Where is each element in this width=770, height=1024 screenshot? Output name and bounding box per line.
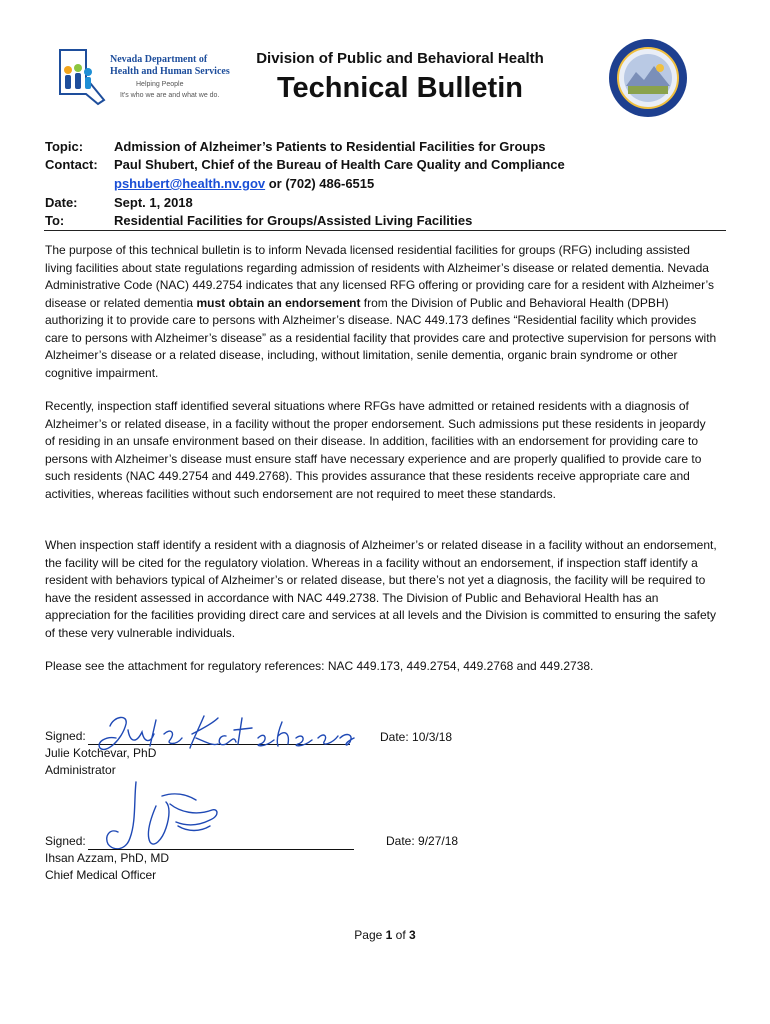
signature-date-2: Date: 9/27/18 — [386, 834, 459, 848]
p3-text: When inspection staff identify a resident with a diagnosis of Alzheimer’s or related disease in a facility without an endorsement, the facility will be cited for the regulatory violation. Whereas in a facility without an endorsement, if inspection staff identify a resident with behaviors typical of Alzheimer’s or related disease, but there’s not yet a diagnosis, the facility will be required to have the resident assessed in accordance with NAC 449.2738. The Division of Public and Behavioral Health has an appreciation for the facilities providing direct care and services at all levels and the Division is committed to ensuring the safety of these very vulnerable individuals. — [45, 538, 717, 640]
to-value: Residential Facilities for Groups/Assisted Living Facilities — [114, 213, 473, 228]
signed-label-1: Signed: — [45, 729, 86, 743]
to-label: To: — [45, 213, 65, 228]
body-paragraph-2 — [45, 398, 717, 503]
handwritten-signature-1 — [92, 708, 362, 760]
contact-label: Contact: — [45, 157, 98, 172]
division-heading: Division of Public and Behavioral Health — [256, 50, 544, 67]
contact-value: Paul Shubert, Chief of the Bureau of Health Care Quality and Compliance — [114, 157, 565, 172]
p1-text-a: The purpose of this technical bulletin is to inform Nevada licensed residential facilities for groups (RFG) including assisted living facilities about state regulations regarding admission of residents with Alzheimer’s disease or related dementia. Nevada Administrative Code (NAC) 449.2754 indicates that any licensed RFG offering or providing care for a resident with Alzheimer’s disease or related dementia — [45, 243, 714, 310]
page-number — [0, 928, 770, 942]
page-title: Technical Bulletin — [276, 72, 523, 104]
topic-label: Topic: — [45, 139, 84, 154]
contact-line-2 — [114, 176, 374, 191]
body-paragraph-4 — [45, 658, 717, 676]
contact-phone: or (702) 486-6515 — [265, 176, 375, 191]
header-rule — [44, 230, 726, 231]
page-current: 1 — [385, 928, 393, 942]
signer-title-2: Chief Medical Officer — [45, 868, 157, 882]
logo-line-1: Nevada Department of — [110, 54, 208, 65]
topic-value: Admission of Alzheimer’s Patients to Residential Facilities for Groups — [114, 139, 546, 154]
page-prefix: Page — [354, 928, 386, 942]
date-value: Sept. 1, 2018 — [114, 195, 193, 210]
p1-text-b: from the Division of Public and Behavioral Health (DPBH) authorizing it to provide care to persons with Alzheimer’s disease. NAC 449.173 defines “Residential facility which provides care to persons with Alzheimer’s disease” as a residential facility that provides care and protective supervision for persons with Alzheimer’s disease or a related disease, including, without limitation, senile dementia, organic brain syndrome or other cognitive impairment. — [45, 295, 717, 380]
page-of: of — [392, 928, 410, 942]
signer-name-1: Julie Kotchevar, PhD — [45, 746, 157, 760]
signed-label-2: Signed: — [45, 834, 86, 848]
nevada-state-seal-icon — [608, 38, 688, 118]
p1-emphasis: must obtain an endorsement — [196, 295, 361, 310]
body-paragraph-1 — [45, 242, 717, 382]
signer-name-2: Ihsan Azzam, PhD, MD — [45, 851, 170, 865]
signer-title-1: Administrator — [45, 763, 116, 777]
page-total: 3 — [409, 928, 416, 942]
signature-date-1: Date: 10/3/18 — [380, 730, 453, 744]
contact-email-link[interactable]: pshubert@health.nv.gov — [114, 176, 266, 191]
p2-text: Recently, inspection staff identified several situations where RFGs have admitted or retained residents with a diagnosis of Alzheimer’s or related disease, in a facility without the proper endorsement. Such admissions put these residents in jeopardy of residing in an unsafe environment based on their disease. In addition, facilities with an endorsement for providing care to persons with Alzheimer’s disease must ensure staff have necessary experience and are properly qualified to provide care to such residents (NAC 449.2754 and 449.2768). This provides assurance that these residents receive appropriate care and activities, whereas facilities without such endorsement are not required to meet these standards. — [45, 399, 706, 501]
logo-tagline-1: Helping People — [136, 81, 184, 88]
date-label: Date: — [45, 195, 78, 210]
signature-block-2 — [45, 833, 169, 884]
body-paragraph-3 — [45, 537, 717, 642]
logo-tagline-2: It's who we are and what we do. — [120, 92, 220, 99]
logo-line-2: Health and Human Services — [110, 66, 230, 77]
p4-text: Please see the attachment for regulatory references: NAC 449.173, 449.2754, 449.2768 and 449.2738. — [45, 659, 594, 673]
signature-line-2 — [88, 849, 354, 850]
